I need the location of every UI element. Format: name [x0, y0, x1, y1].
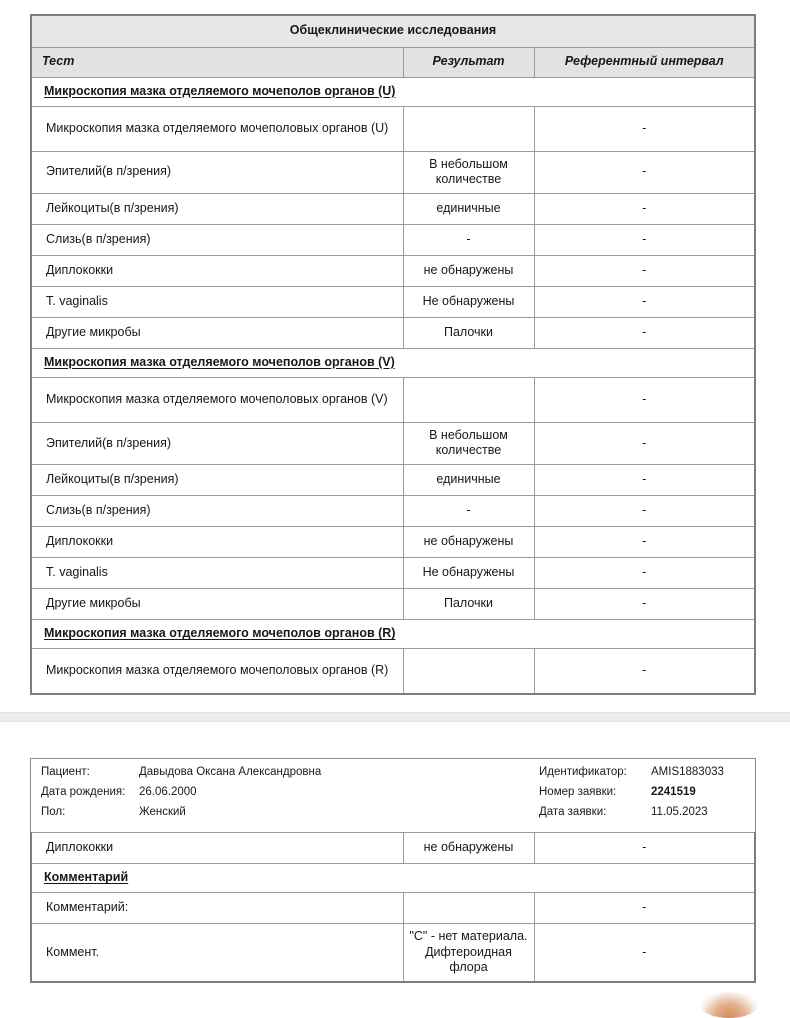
row-reference-value: -: [534, 649, 755, 694]
birthdate-value: 26.06.2000: [139, 786, 197, 798]
row-reference-value: -: [534, 106, 755, 151]
row-reference-value: -: [534, 422, 755, 464]
table-row: [31, 377, 755, 422]
row-reference-value: -: [534, 924, 755, 982]
table-row: [31, 422, 755, 464]
row-test-label: Эпителий(в п/зрения): [31, 422, 403, 464]
row-test-label: Диплококки: [31, 527, 403, 558]
row-result-value: -: [403, 496, 534, 527]
table-row: [31, 224, 755, 255]
patient-row-name: [31, 766, 755, 786]
row-test-label: Коммент.: [31, 924, 403, 982]
table-row: [31, 893, 755, 924]
row-result-value: В небольшом количестве: [403, 151, 534, 193]
column-header-test: Тест: [31, 47, 403, 77]
floating-action-button-partial[interactable]: [700, 992, 758, 1018]
order-date-value: 11.05.2023: [651, 806, 708, 818]
row-test-label: Лейкоциты(в п/зрения): [31, 193, 403, 224]
row-reference-value: -: [534, 589, 755, 620]
row-reference-value: -: [534, 151, 755, 193]
row-result-value: единичные: [403, 193, 534, 224]
row-result-value: не обнаружены: [403, 527, 534, 558]
table-row: [31, 649, 755, 694]
row-test-label: Эпителий(в п/зрения): [31, 151, 403, 193]
row-test-label: Диплококки: [31, 255, 403, 286]
row-result-value: [403, 106, 534, 151]
section-heading-comment: Комментарий: [31, 864, 755, 893]
row-result-value: единичные: [403, 465, 534, 496]
row-test-label: Слизь(в п/зрения): [31, 496, 403, 527]
table-row: [31, 106, 755, 151]
table-row: [31, 255, 755, 286]
results-table: [30, 14, 756, 695]
row-reference-value: -: [534, 377, 755, 422]
table-row: [31, 317, 755, 348]
table-row: [31, 151, 755, 193]
table-title-row: [31, 15, 755, 47]
section-header-row: [31, 77, 755, 106]
patient-info-block: [30, 758, 756, 834]
order-number-value: 2241519: [651, 786, 696, 798]
section-header-row: [31, 620, 755, 649]
table-row: [31, 833, 755, 864]
row-reference-value: -: [534, 527, 755, 558]
row-result-value: не обнаружены: [403, 833, 534, 864]
row-test-label: Лейкоциты(в п/зрения): [31, 465, 403, 496]
row-reference-value: -: [534, 558, 755, 589]
row-reference-value: -: [534, 833, 755, 864]
row-reference-value: -: [534, 317, 755, 348]
page-title: Общеклинические исследования: [31, 15, 755, 47]
row-test-label: Слизь(в п/зрения): [31, 224, 403, 255]
section-header-row: [31, 348, 755, 377]
patient-label: Пациент:: [41, 766, 90, 778]
row-test-label: Микроскопия мазка отделяемого мочеполовых органов (U): [31, 106, 403, 151]
row-reference-value: -: [534, 465, 755, 496]
row-test-label: Диплококки: [31, 833, 403, 864]
patient-row-birth: [31, 786, 755, 806]
section-heading-u: Микроскопия мазка отделяемого мочеполов органов (U): [31, 77, 755, 106]
row-result-value: В небольшом количестве: [403, 422, 534, 464]
row-result-value: "C" - нет материала. Дифтероидная флора: [403, 924, 534, 982]
patient-row-sex: [31, 806, 755, 826]
row-test-label: Микроскопия мазка отделяемого мочеполовых органов (R): [31, 649, 403, 694]
sex-label: Пол:: [41, 806, 66, 818]
row-reference-value: -: [534, 255, 755, 286]
row-test-label: Другие микробы: [31, 317, 403, 348]
row-result-value: [403, 649, 534, 694]
row-reference-value: -: [534, 193, 755, 224]
row-test-label: T. vaginalis: [31, 558, 403, 589]
table-row: [31, 286, 755, 317]
table-row: [31, 496, 755, 527]
identifier-value: AMIS1883033: [651, 766, 724, 778]
column-header-row: [31, 47, 755, 77]
row-test-label: Микроскопия мазка отделяемого мочеполовых органов (V): [31, 377, 403, 422]
birthdate-label: Дата рождения:: [41, 786, 126, 798]
column-header-reference: Референтный интервал: [534, 47, 755, 77]
table-row: [31, 558, 755, 589]
table-row: [31, 193, 755, 224]
order-number-label: Номер заявки:: [539, 786, 617, 798]
row-result-value: Палочки: [403, 589, 534, 620]
row-result-value: [403, 893, 534, 924]
row-reference-value: -: [534, 286, 755, 317]
row-test-label: T. vaginalis: [31, 286, 403, 317]
column-header-result: Результат: [403, 47, 534, 77]
page-separator: [0, 712, 790, 722]
table-row: [31, 465, 755, 496]
order-date-label: Дата заявки:: [539, 806, 607, 818]
row-test-label: Комментарий:: [31, 893, 403, 924]
sex-value: Женский: [139, 806, 186, 818]
row-test-label: Другие микробы: [31, 589, 403, 620]
row-result-value: Не обнаружены: [403, 558, 534, 589]
table-row: [31, 589, 755, 620]
identifier-label: Идентификатор:: [539, 766, 627, 778]
row-result-value: не обнаружены: [403, 255, 534, 286]
patient-name-value: Давыдова Оксана Александровна: [139, 766, 322, 778]
row-result-value: [403, 377, 534, 422]
table-row: [31, 527, 755, 558]
row-reference-value: -: [534, 893, 755, 924]
row-result-value: Не обнаружены: [403, 286, 534, 317]
table-row: [31, 924, 755, 982]
row-result-value: -: [403, 224, 534, 255]
section-heading-v: Микроскопия мазка отделяемого мочеполов органов (V): [31, 348, 755, 377]
row-reference-value: -: [534, 224, 755, 255]
row-reference-value: -: [534, 496, 755, 527]
comment-table: [30, 832, 756, 983]
section-heading-r: Микроскопия мазка отделяемого мочеполов органов (R): [31, 620, 755, 649]
row-result-value: Палочки: [403, 317, 534, 348]
section-header-row: [31, 864, 755, 893]
